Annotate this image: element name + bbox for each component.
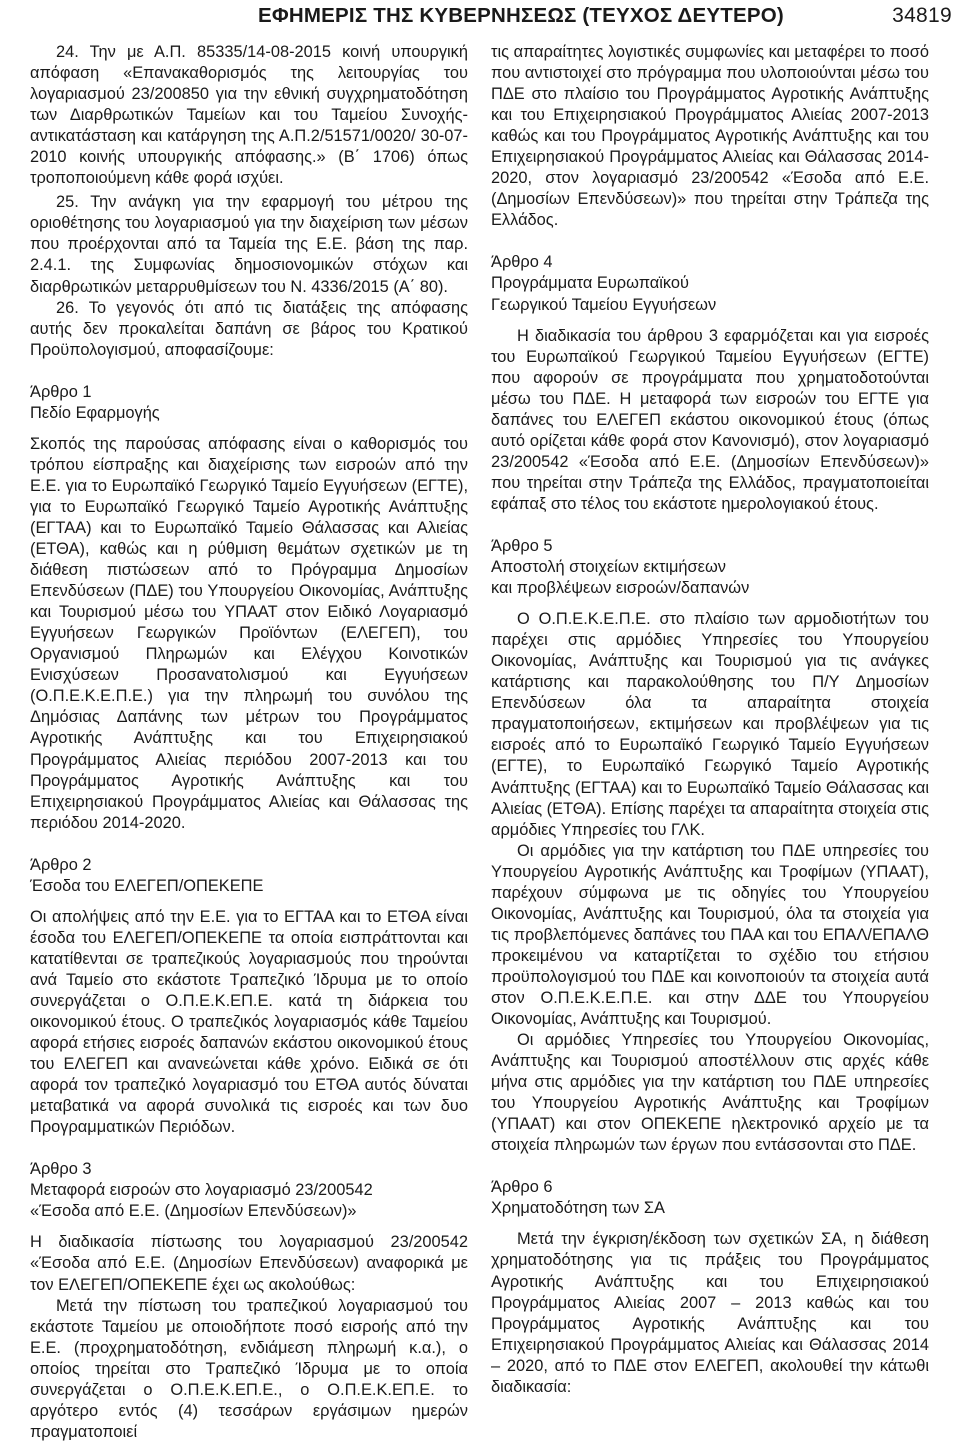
article-2-paragraph: Οι απολήψεις από την Ε.Ε. για το ΕΓΤΑΑ και το ΕΤΘΑ είναι έσοδα του ΕΛΕΓΕΠ/ΟΠΕΚΕΠΕ τα οποία εισπράττονται και κατατίθενται σε τραπεζικούς λογαριασμούς που τηρούνται ανά Ταμείο στο εκάστοτε Τραπεζικό Ίδρυμα με το οποίο συνεργάζεται ο Ο.Π.Ε.Κ.ΕΠ.Ε. κατά τη διάρκεια του οικονομικού έτους. Ο τραπεζικός λογαριασμός κάθε Ταμείου αφορά ετήσιες εισροές δαπανών εκάστου οικονομικού έτους του ΕΛΕΓΕΠ και ανανεώνεται κάθε χρόνο. Ειδικά σε ότι αφορά τον τραπεζικό λογαριασμό του ΕΤΘΑ αυτός δύναται μεταβατικά να αφορά συνολικά τις εισροές και των δυο Προγραμματικών Περιόδων. [30, 907, 468, 1137]
article-5-paragraph-3: Οι αρμόδιες Υπηρεσίες του Υπουργείου Οικονομίας, Ανάπτυξης και Τουρισμού αποστέλλουν στις αρχές κάθε μήνα στις αρμόδιες για την κατάρτιση του ΠΔΕ υπηρεσίες του Υπουργείου Αγροτικής Ανάπτυξης και Τροφίμων (ΥΠΑΑΤ) και στον ΟΠΕΚΕΠΕ ηλεκτρονικό αρχείο με τα στοιχεία πληρωμών των έργων που εντάσσονται στο ΠΔΕ. [491, 1031, 929, 1155]
article-3-title: Άρθρο 3 [30, 1160, 92, 1179]
article-5-paragraph-1: Ο Ο.Π.Ε.Κ.Ε.Π.Ε. στο πλαίσιο των αρμοδιοτήτων του παρέχει στις αρμόδιες Υπηρεσίες του Υπουργείου Οικονομίας, Ανάπτυξης και Τουρισμού για τις ανάγκες κατάρτισης και παρακολούθησης του Π/Υ Δημοσίων Επενδύσεων όλα τα απαραίτητα στοιχεία πραγματοποιήσεων, εκτιμήσεων και προβλέψεων για τις εισροές από το Ευρωπαϊκό Γεωργικό Ταμείο Εγγυήσεων (ΕΓΤΕ), το Ευρωπαϊκό Γεωργικό Ταμείο Αγροτικής Ανάπτυξης (ΕΓΤΑΑ) και το Ευρωπαϊκό Ταμείο Θάλασσας και Αλιείας (ΕΤΘΑ). Επίσης παρέχει τα απαραίτητα στοιχεία στις αρμόδιες Υπηρεσίες του ΓΛΚ. [491, 610, 929, 839]
article-5-subtitle-line1: Αποστολή στοιχείων εκτιμήσεων [491, 558, 726, 577]
paragraph-25: 25. Την ανάγκη για την εφαρμογή του μέτρου της οριοθέτησης του λογαριασμού για την διαχείριση των μέσων που προέρχονται από τα Ταμεία της Ε.Ε. βάση της παρ. 2.4.1. της Συμφωνίας δημοσιονομικών στόχων και διαρθρωτικών μεταρρυθμίσεων του Ν. 4336/2015 (Α΄ 80). [30, 193, 468, 296]
paragraph-24: 24. Την με Α.Π. 85335/14-08-2015 κοινή υπουργική απόφαση «Επανακαθορισμός της λειτουργίας του λογαριασμού 23/200850 για την εθνική συγχρηματοδότηση των Διαρθρωτικών Ταμείων και του Ταμείου Συνοχής-αντικατάσταση και κατάργηση της Α.Π.2/51571/0020/ 30-07-2010 κοινής υπουργικής απόφασης.» (Β΄ 1706) όπως τροποποιούμενη κάθε φορά ισχύει. [30, 43, 468, 188]
article-4-title: Άρθρο 4 [491, 253, 553, 272]
article-5-paragraph-2: Οι αρμόδιες για την κατάρτιση του ΠΔΕ υπηρεσίες του Υπουργείου Αγροτικής Ανάπτυξης και Τροφίμων (ΥΠΑΑΤ), παρέχουν σύμφωνα με τις οδηγίες του Υπουργείου Οικονομίας, Ανάπτυξης και Τουρισμού, όλα τα στοιχεία για τις προβλεπόμενες δαπάνες του ΠΑΑ και του ΕΠΑΛ/ΕΠΑΛΘ προκειμένου να καταρτίζεται το σχέδιο του ετήσιου προϋπολογισμού του ΠΔΕ και κοινοποιούν τα στοιχεία αυτά στον Ο.Π.Ε.Κ.Ε.Π.Ε. και στην ΔΔΕ του Υπουργείου Οικονομίας, Ανάπτυξης και Τουρισμού. [491, 841, 929, 1029]
article-1-subtitle: Πεδίο Εφαρμογής [30, 403, 160, 422]
article-4-subtitle-line1: Προγράμματα Ευρωπαϊκού [491, 274, 689, 293]
gazette-title: ΕΦΗΜΕΡΙΣ ΤΗΣ ΚΥΒΕΡΝΗΣΕΩΣ (ΤΕΥΧΟΣ ΔΕΥΤΕΡΟ) [258, 4, 784, 27]
article-1-title: Άρθρο 1 [30, 382, 92, 401]
article-3-paragraph-2: Μετά την πίστωση του τραπεζικού λογαριασμού του εκάστοτε Ταμείου με οποιοδήποτε ποσό εισροής από την Ε.Ε. (προχρηματοδότηση, ενδιάμεση πληρωμή κ.α.), ο οποίος τηρείται στο Τραπεζικό Ίδρυμα με το οποία συνεργάζεται ο Ο.Π.Ε.Κ.ΕΠ.Ε., ο Ο.Π.Ε.Κ.ΕΠ.Ε. το αργότερο εντός (4) τεσσάρων εργάσιμων ημερών πραγματοποιεί [30, 1296, 468, 1441]
article-5-title: Άρθρο 5 [491, 536, 553, 555]
page-number: 34819 [892, 4, 952, 27]
article-4-subtitle-line2: Γεωργικού Ταμείου Εγγυήσεων [491, 295, 717, 314]
paragraph-26: 26. Το γεγονός ότι από τις διατάξεις της απόφασης αυτής δεν προκαλείται δαπάνη σε βάρος του Κρατικού Προϋπολογισμού, αποφασίζουμε: [30, 298, 468, 359]
article-6-paragraph: Μετά την έγκριση/έκδοση των σχετικών ΣΑ, η διάθεση χρηματοδότησης για τις πράξεις του Προγράμματος Αγροτικής Ανάπτυξης και του Επιχειρησιακού Προγράμματος Αλιείας 2007 – 2013 καθώς και του Προγράμματος Αγροτικής Ανάπτυξης και του Επιχειρησιακού Προγράμματος Αλιείας και Θάλασσας 2014 – 2020, από το ΠΔΕ στον ΕΛΕΓΕΠ, ακολουθεί την κάτωθι διαδικασία: [491, 1230, 929, 1396]
article-2-subtitle: Έσοδα του ΕΛΕΓΕΠ/ΟΠΕΚΕΠΕ [30, 876, 264, 895]
article-2-title: Άρθρο 2 [30, 855, 92, 874]
article-4-paragraph: Η διαδικασία του άρθρου 3 εφαρμόζεται και για εισροές του Ευρωπαϊκού Γεωργικού Ταμείου Εγγυήσεων (ΕΓΤΕ) που αφορούν σε προγράμματα που χρηματοδοτούνται μέσω του ΠΔΕ. Η μεταφορά των εισροών του ΕΓΤΕ για δαπάνες του ΕΛΕΓΕΠ εκάστου οικονομικού έτους (όπως αυτό ορίζεται κάθε φορά στον Κανονισμό), στον λογαριασμό 23/200542 «Έσοδα από Ε.Ε. (Δημοσίων Επενδύσεων)» που τηρείται στην Τράπεζα της Ελλάδος, πραγματοποιείται εφάπαξ στο τέλος του εκάστοτε ημερολογιακού έτους. [491, 326, 929, 513]
article-3-subtitle-line1: Μεταφορά εισροών στο λογαριασμό 23/200542 [30, 1181, 373, 1200]
article-6-title: Άρθρο 6 [491, 1178, 553, 1197]
left-column [30, 42, 468, 1443]
article-5-subtitle-line2: και προβλέψεων εισροών/δαπανών [491, 579, 750, 598]
page-header [0, 0, 960, 38]
right-column [491, 42, 929, 1398]
article-3-paragraph-1: Η διαδικασία πίστωσης του λογαριασμού 23/200542 «Έσοδα από Ε.Ε. (Δημοσίων Επενδύσεων) αναφορικά με τον ΕΛΕΓΕΠ/ΟΠΕΚΕΠΕ έχει ως ακολούθως: [30, 1233, 468, 1294]
article-1-paragraph: Σκοπός της παρούσας απόφασης είναι ο καθορισμός του τρόπου είσπραξης και διαχείρισης των εισροών από την Ε.Ε. για το Ευρωπαϊκό Γεωργικό Ταμείο Εγγυήσεων (ΕΓΤΕ), για το Ευρωπαϊκό Γεωργικό Ταμείο Αγροτικής Ανάπτυξης (ΕΓΤΑΑ) και το Ευρωπαϊκό Ταμείο Θάλασσας και Αλιείας (ΕΤΘΑ), καθώς και η ρύθμιση θεμάτων σχετικών με τη διάθεση πιστώσεων από το Πρόγραμμα Δημοσίων Επενδύσεων (ΠΔΕ) του Υπουργείου Οικονομίας, Ανάπτυξης και Τουρισμού μέσω του ΥΠΑΑΤ στον Ειδικό Λογαριασμό Εγγυήσεων Γεωργικών Προϊόντων (ΕΛΕΓΕΠ), του Οργανισμού Πληρωμών και Ελέγχου Κοινοτικών Ενισχύσεων Προσανατολισμού και Εγγυήσεων (Ο.Π.Ε.Κ.Ε.Π.Ε.) για την πληρωμή του συνόλου της Δημόσιας Δαπάνης των μέτρων του Προγράμματος Αγροτικής Ανάπτυξης και του Επιχειρησιακού Προγράμματος Αλιείας περιόδου 2007-2013 και του Προγράμματος Αγροτικής Ανάπτυξης και του Επιχειρησιακού Προγράμματος Αλιείας και Θάλασσας της περιόδου 2014-2020. [30, 434, 468, 832]
article-3-continuation: τις απαραίτητες λογιστικές συμφωνίες και μεταφέρει το ποσό που αντιστοιχεί στο πρόγραμμα που υλοποιούνται μέσω του ΠΔΕ στο πλαίσιο του Προγράμματος Αγροτικής Ανάπτυξης και του Επιχειρησιακού Προγράμματος Αλιείας 2007-2013 καθώς και του Προγράμματος Αγροτικής Ανάπτυξης και του Επιχειρησιακού Προγράμματος Αλιείας και Θάλασσας 2014-2020, στον λογαριασμό 23/200542 «Έσοδα από Ε.Ε. (Δημοσίων Επενδύσεων)» που τηρείται στην Τράπεζα της Ελλάδος. [491, 43, 929, 230]
article-3-subtitle-line2: «Έσοδα από Ε.Ε. (Δημοσίων Επενδύσεων)» [30, 1202, 357, 1221]
article-6-subtitle: Χρηματοδότηση των ΣΑ [491, 1199, 665, 1218]
